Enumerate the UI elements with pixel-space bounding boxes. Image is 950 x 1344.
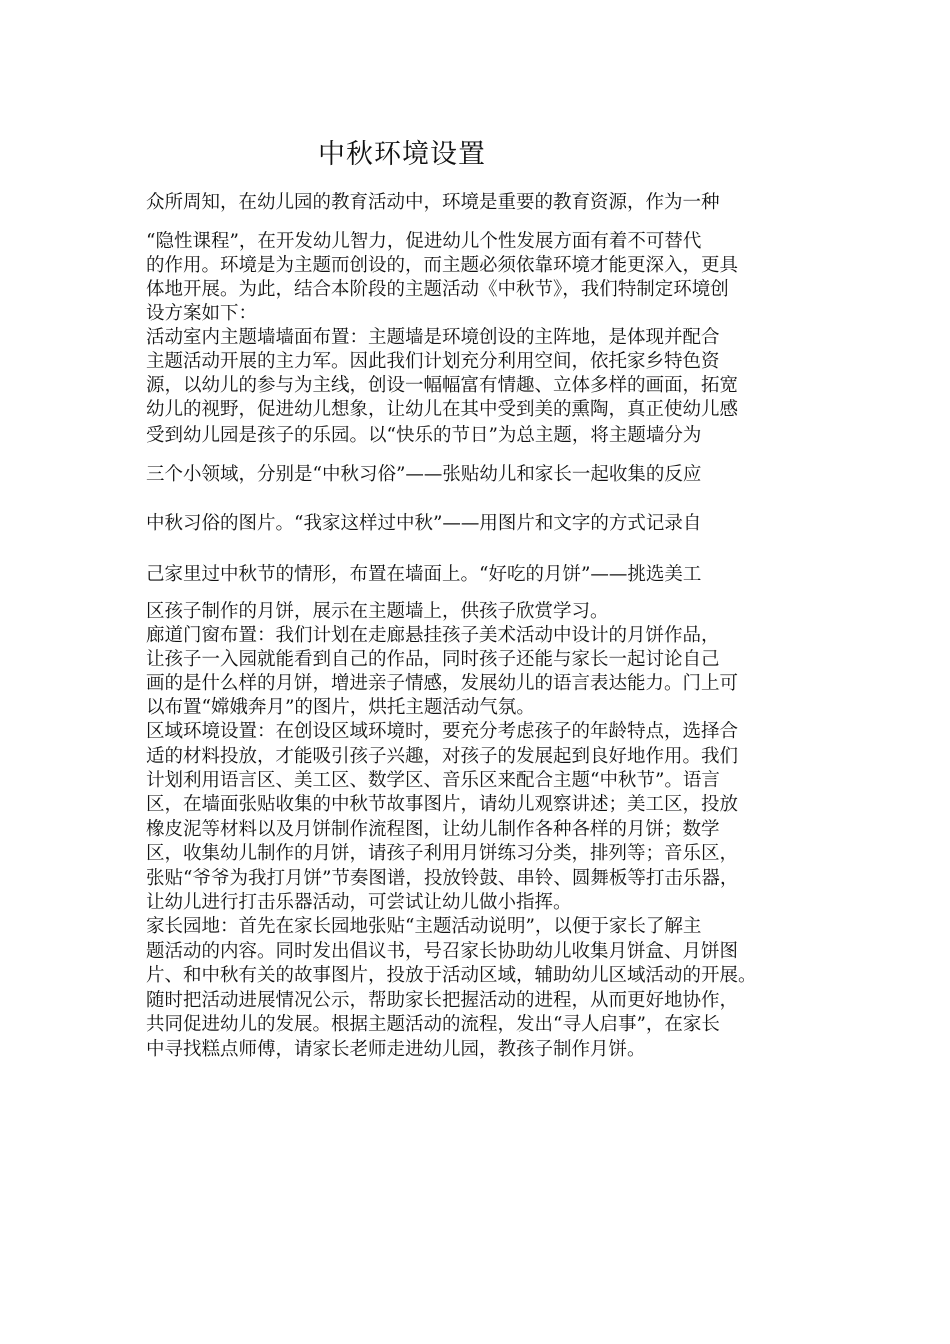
text-line: 共同促进幼儿的发展。根据主题活动的流程，发出“寻人启事”，在家长 [146, 1014, 720, 1035]
text-line: 中秋习俗的图片。“我家这样过中秋”——用图片和文字的方式记录自 [146, 513, 702, 534]
text-line: 题活动的内容。同时发出倡议书，号召家长协助幼儿收集月饼盒、月饼图 [146, 941, 739, 962]
text-line: 三个小领域，分别是“中秋习俗”——张贴幼儿和家长一起收集的反应 [146, 464, 702, 485]
text-line: 区孩子制作的月饼，展示在主题墙上，供孩子欣赏学习。 [146, 601, 609, 622]
text-line: 设方案如下： [146, 303, 258, 324]
text-line: 让孩子一入园就能看到自己的作品，同时孩子还能与家长一起讨论自己 [146, 649, 720, 670]
text-line: 计划利用语言区、美工区、数学区、音乐区来配合主题“中秋节”。语言 [146, 770, 720, 791]
text-line: 体地开展。为此，结合本阶段的主题活动《中秋节》，我们特制定环境创 [146, 279, 729, 300]
text-line: 己家里过中秋节的情形，布置在墙面上。“好吃的月饼”——挑选美工 [146, 564, 702, 585]
text-line: 橡皮泥等材料以及月饼制作流程图，让幼儿制作各种各样的月饼；数学 [146, 819, 720, 840]
text-line: 活动室内主题墙墙面布置：主题墙是环境创设的主阵地，是体现并配合 [146, 327, 720, 348]
text-line: 张贴“爷爷为我打月饼”节奏图谱，投放铃鼓、串铃、圆舞板等打击乐器， [146, 868, 739, 889]
text-line: 众所周知，在幼儿园的教育活动中，环境是重要的教育资源，作为一种 [146, 192, 720, 213]
text-line: 让幼儿进行打击乐器活动，可尝试让幼儿做小指挥。 [146, 892, 572, 913]
document-title: 中秋环境设置 [318, 139, 486, 170]
text-line: “隐性课程”，在开发幼儿智力，促进幼儿个性发展方面有着不可替代 [146, 231, 702, 252]
text-line: 中寻找糕点师傅，请家长老师走进幼儿园，教孩子制作月饼。 [146, 1039, 646, 1060]
text-line: 以布置“嫦娥奔月”的图片，烘托主题活动气氛。 [146, 697, 535, 718]
text-line: 区，在墙面张贴收集的中秋节故事图片，请幼儿观察讲述；美工区，投放 [146, 794, 739, 815]
text-line: 主题活动开展的主力军。因此我们计划充分利用空间，依托家乡特色资 [146, 351, 720, 372]
text-line: 区，收集幼儿制作的月饼，请孩子利用月饼练习分类，排列等；音乐区， [146, 843, 739, 864]
text-line: 受到幼儿园是孩子的乐园。以“快乐的节日”为总主题，将主题墙分为 [146, 425, 702, 446]
text-line: 家长园地：首先在家长园地张贴“主题活动说明”，以便于家长了解主 [146, 916, 702, 937]
text-line: 廊道门窗布置：我们计划在走廊悬挂孩子美术活动中设计的月饼作品， [146, 625, 720, 646]
text-line: 随时把活动进展情况公示，帮助家长把握活动的进程，从而更好地协作， [146, 990, 739, 1011]
text-line: 的作用。环境是为主题而创设的，而主题必须依靠环境才能更深入，更具 [146, 255, 739, 276]
text-line: 区域环境设置：在创设区域环境时，要充分考虑孩子的年龄特点，选择合 [146, 721, 739, 742]
text-line: 适的材料投放，才能吸引孩子兴趣，对孩子的发展起到良好地作用。我们 [146, 746, 739, 767]
text-line: 源，以幼儿的参与为主线，创设一幅幅富有情趣、立体多样的画面，拓宽 [146, 375, 739, 396]
text-line: 幼儿的视野，促进幼儿想象，让幼儿在其中受到美的熏陶，真正使幼儿感 [146, 399, 739, 420]
text-line: 片、和中秋有关的故事图片，投放于活动区域，辅助幼儿区域活动的开展。 [146, 965, 757, 986]
text-line: 画的是什么样的月饼，增进亲子情感，发展幼儿的语言表达能力。门上可 [146, 673, 739, 694]
